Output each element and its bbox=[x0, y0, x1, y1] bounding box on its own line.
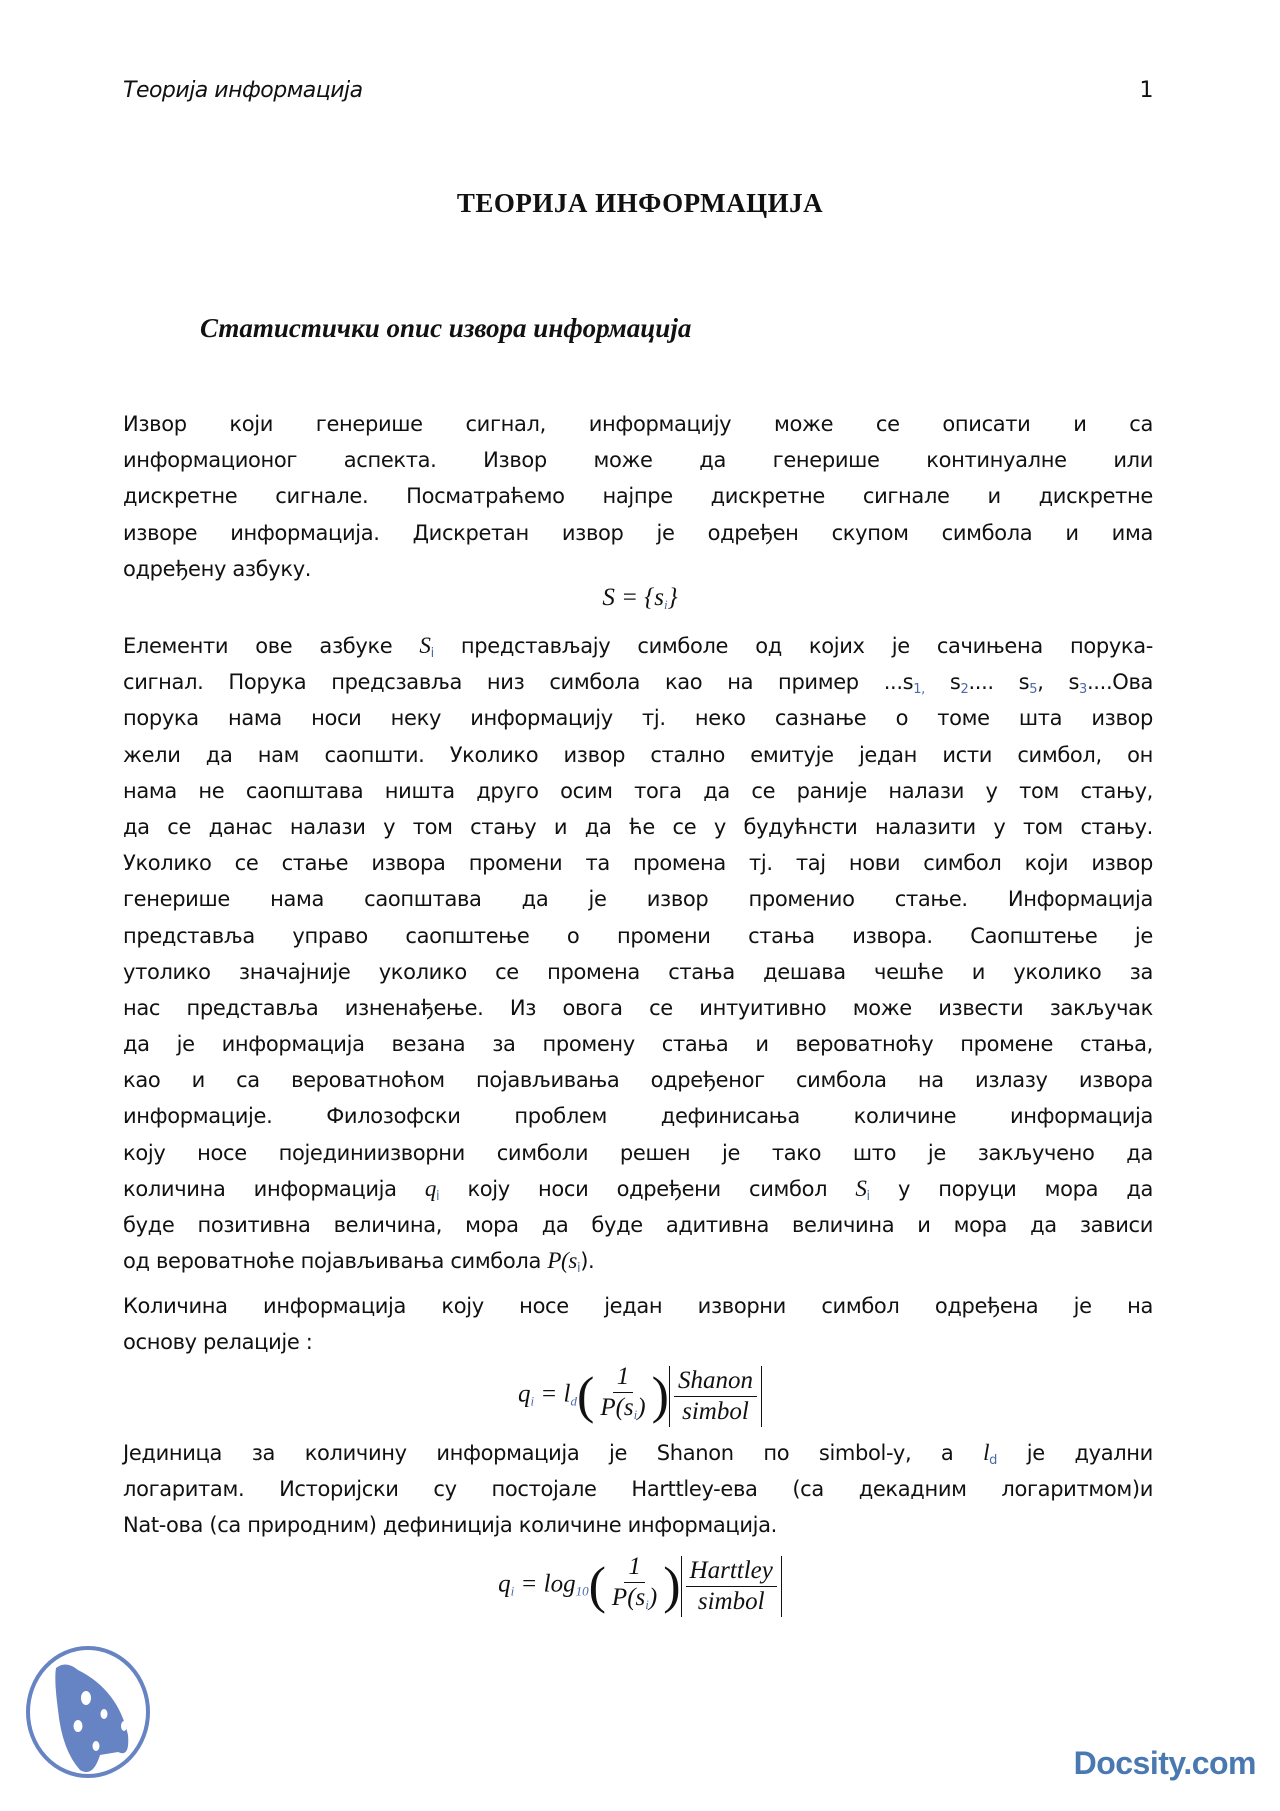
text-segment: Извор који генерише сигнал, информацију може се описати и са bbox=[123, 412, 1153, 436]
docsity-watermark: Docsity.com bbox=[1073, 1745, 1256, 1781]
text-segment: нас представља изненађење. Из овога се интуитивно може извести закључак bbox=[123, 995, 1153, 1020]
formula-text: q bbox=[498, 1570, 511, 1598]
text-segment: да се данас налази у том стању и да ће се у будућнсти налазити у том стању. bbox=[123, 814, 1153, 839]
text-segment: .... s bbox=[968, 670, 1030, 695]
text-line bbox=[123, 515, 1153, 551]
text-segment: у поруци мора да bbox=[869, 1176, 1154, 1201]
math-subscript: i bbox=[866, 1188, 870, 1204]
formula-text: = log bbox=[514, 1570, 576, 1598]
text-segment: утолико значајније уколико се промена стања дешава чешће и уколико за bbox=[123, 959, 1153, 984]
text-line bbox=[123, 1288, 1153, 1324]
text-segment: нама не саопштава ништа друго осим тога да се раније налази у том стању, bbox=[123, 778, 1153, 803]
text-segment: је дуални bbox=[997, 1441, 1153, 1465]
text-segment: буде позитивна величина, мора да буде адитивна величина и мора да зависи bbox=[123, 1213, 1153, 1237]
text-line bbox=[123, 1026, 1153, 1062]
text-segment: информације. Филозофски проблем дефинисања количине информација bbox=[123, 1104, 1153, 1129]
text-line bbox=[123, 1324, 1153, 1360]
text-line bbox=[123, 918, 1153, 954]
text-segment: информационог аспекта. Извор може да генерише континуалне или bbox=[123, 448, 1153, 473]
math-subscript: i bbox=[436, 1188, 440, 1204]
text-segment: логаритам. Историјски су постојале Harttley-ева (са декадним логаритмом)и bbox=[123, 1477, 1153, 1502]
text-line bbox=[123, 1207, 1153, 1243]
formula-subscript: 10 bbox=[575, 1583, 589, 1599]
text-segment: ). bbox=[580, 1249, 595, 1274]
formula-text: ) bbox=[637, 1394, 646, 1421]
paren: ) bbox=[651, 1367, 669, 1425]
text-line bbox=[123, 990, 1153, 1026]
text-line bbox=[123, 478, 1153, 514]
text-segment: као и са вероватноћом појављивања одређеног симбола на излазу извора bbox=[123, 1068, 1153, 1093]
formula-text: } bbox=[667, 584, 678, 611]
document-title: ТЕОРИЈА ИНФОРМАЦИЈА bbox=[456, 188, 824, 218]
unit-numerator: Harttley bbox=[686, 1556, 777, 1587]
math-subscript: d bbox=[989, 1453, 998, 1468]
text-segment: Јединица за количину информација је Shanon по simbol-y, а bbox=[123, 1441, 984, 1465]
section-heading: Статистички опис извора информација bbox=[200, 313, 692, 343]
running-header-title: Теорија информација bbox=[123, 78, 363, 103]
text-segment: генерише нама саопштава да је извор променио стање. Информација bbox=[123, 887, 1153, 912]
math-subscript: i bbox=[576, 1261, 581, 1277]
denominator bbox=[596, 1393, 649, 1430]
text-segment: дискретне сигнале. Посматраћемо најпре дискретне сигнале и дискретне bbox=[123, 484, 1153, 509]
formula-text: q bbox=[518, 1380, 531, 1408]
paragraph-relation bbox=[123, 1288, 1153, 1360]
text-segment: жели да нам саопшти. Уколико извор стално емитује један исти симбол, он bbox=[123, 742, 1153, 767]
text-line bbox=[123, 551, 1153, 587]
math-symbol: S bbox=[419, 633, 431, 658]
page-number: 1 bbox=[1139, 78, 1153, 103]
math-symbol: S bbox=[855, 1175, 867, 1201]
math-subscript: 5 bbox=[1029, 682, 1038, 698]
formula-hartley bbox=[0, 1552, 1280, 1620]
formula-set bbox=[0, 584, 1280, 613]
paren: ) bbox=[663, 1557, 681, 1615]
formula-text: P(s bbox=[600, 1394, 634, 1421]
text-line bbox=[123, 406, 1153, 442]
unit-numerator: Shanon bbox=[674, 1366, 757, 1397]
text-segment: Уколико се стање извора промени та промена тј. тај нови симбол који извор bbox=[123, 851, 1153, 876]
text-line bbox=[123, 737, 1153, 773]
unit-bracket bbox=[681, 1556, 782, 1617]
text-line bbox=[123, 628, 1153, 664]
text-line bbox=[123, 1098, 1153, 1134]
text-segment: изворе информација. Дискретан извор је одређен скупом симбола и има bbox=[123, 520, 1153, 545]
text-segment: представљају симболе од којих је сачињена порука- bbox=[433, 634, 1153, 658]
unit-denominator: simbol bbox=[697, 1587, 765, 1615]
text-segment: одређену азбуку. bbox=[123, 556, 312, 581]
formula-text: P(s bbox=[611, 1584, 646, 1611]
math-symbol: q bbox=[424, 1175, 437, 1201]
formula-subscript: d bbox=[570, 1393, 577, 1409]
text-line bbox=[123, 809, 1153, 845]
text-segment: s bbox=[924, 670, 961, 695]
formula-subscript: i bbox=[645, 1597, 649, 1612]
text-segment: од вероватноће појављивања симбола bbox=[123, 1249, 548, 1274]
text-segment: Елементи ове азбуке bbox=[123, 634, 420, 658]
text-segment: коју носи одређени симбол bbox=[439, 1176, 856, 1201]
text-segment: Количина информација коју носе један изворни симбол одређена је на bbox=[123, 1294, 1153, 1318]
math-symbol: P(s bbox=[547, 1248, 577, 1274]
text-segment: , s bbox=[1037, 670, 1080, 695]
text-line bbox=[123, 1062, 1153, 1098]
text-line bbox=[123, 773, 1153, 809]
text-segment: представља управо саопштење о промени стања извора. Саопштење је bbox=[123, 923, 1153, 948]
paren: ( bbox=[588, 1557, 606, 1615]
numerator: 1 bbox=[624, 1552, 645, 1583]
text-segment: да је информација везана за промену стања и вероватноћу промене стања, bbox=[123, 1032, 1153, 1057]
formula-text: ) bbox=[648, 1584, 658, 1611]
formula-shannon bbox=[0, 1362, 1280, 1430]
unit-bracket bbox=[669, 1366, 762, 1427]
text-segment: сигнал. Порука предсзавља низ симбола као на пример ...s bbox=[123, 670, 914, 695]
text-segment: основу релације : bbox=[123, 1330, 313, 1355]
math-subscript: 1, bbox=[913, 682, 925, 698]
math-subscript: 3 bbox=[1079, 682, 1087, 698]
text-line bbox=[123, 1471, 1153, 1507]
fraction bbox=[596, 1362, 649, 1430]
math-subscript: 2 bbox=[960, 682, 969, 698]
denominator bbox=[608, 1583, 661, 1620]
text-segment: Nat-ова (са природним) дефиниција количине информација. bbox=[123, 1513, 777, 1538]
text-segment: количина информација bbox=[123, 1176, 425, 1201]
text-segment: порука нама носи неку информацију тј. неко сазнање о томе шта извор bbox=[123, 706, 1153, 731]
text-segment: коју носе појединиизворни симболи решен је тако што је закључено да bbox=[123, 1140, 1153, 1165]
paragraph-intro bbox=[123, 406, 1153, 587]
fraction bbox=[608, 1552, 661, 1620]
unit-denominator: simbol bbox=[682, 1397, 749, 1425]
text-line bbox=[123, 1507, 1153, 1543]
math-symbol: l bbox=[983, 1440, 990, 1465]
math-subscript: i bbox=[430, 646, 434, 661]
text-line bbox=[123, 954, 1153, 990]
text-line bbox=[123, 881, 1153, 917]
numerator: 1 bbox=[613, 1362, 634, 1393]
text-line bbox=[123, 700, 1153, 736]
docsity-logo-icon bbox=[18, 1640, 158, 1780]
formula-subscript: i bbox=[633, 1407, 638, 1422]
paren: ( bbox=[577, 1367, 595, 1425]
formula-subscript: i bbox=[530, 1393, 535, 1409]
text-line bbox=[123, 664, 1153, 700]
text-line bbox=[123, 1435, 1153, 1471]
text-line bbox=[123, 1243, 1153, 1279]
paragraph-unit bbox=[123, 1435, 1153, 1544]
paragraph-elements bbox=[123, 628, 1153, 1279]
formula-subscript: i bbox=[663, 597, 668, 612]
text-line bbox=[123, 442, 1153, 478]
text-line bbox=[123, 1135, 1153, 1171]
text-line bbox=[123, 845, 1153, 881]
text-segment: ....Ова bbox=[1086, 670, 1153, 695]
formula-text: = l bbox=[534, 1380, 571, 1408]
formula-subscript: i bbox=[510, 1583, 515, 1599]
formula-text: S = {s bbox=[602, 584, 664, 611]
text-line bbox=[123, 1171, 1153, 1207]
